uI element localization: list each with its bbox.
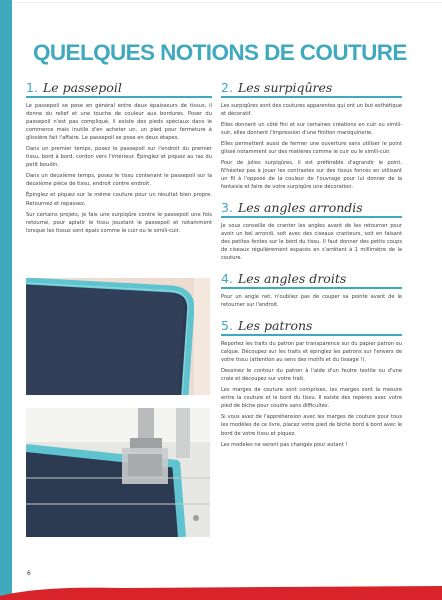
section-rule xyxy=(221,287,402,289)
left-column xyxy=(26,80,212,238)
paragraph: Les surpiqûres sont des coutures apparentes qui ont un but esthétique et décoratif. xyxy=(221,102,402,117)
section-heading-patrons xyxy=(221,318,402,333)
paragraph: Pour un angle net, n'oubliez pas de couper sa pointe avant de le retourner sur l'endroit. xyxy=(221,293,402,308)
photo-piping-edge xyxy=(26,278,210,395)
section-title: Les patrons xyxy=(237,318,313,334)
paragraph: Pour de jolies surpiqûres, il est préférable d'agrandir le point. N'hésitez pas à jouer les contrastes sur des tissus foncés en utilisant un fil à l'opposé de la couleur de l'ouvrage pour lui donner de la fantaisie et faire de votre surpiqûre une décoration. xyxy=(221,160,402,191)
section-heading-surpiqures xyxy=(221,80,402,95)
photo-sewing-machine xyxy=(26,408,210,537)
top-divider xyxy=(12,2,442,3)
section-title: Les surpiqûres xyxy=(237,80,333,95)
section-rule xyxy=(221,334,402,336)
page-number: 6 xyxy=(27,570,31,577)
paragraph: Les marges de couture sont comprises, les marges sont la mesure entre la couture et le bord du tissu. Il existe des repères avec votre pied de biche pour coudre sans difficultés. xyxy=(221,387,402,410)
paragraph: Dessinez le contour du patron à l'aide d'un feutre textile ou d'une craie et découpez sur votre trait. xyxy=(221,367,402,382)
paragraph: Elles donnent un côté fini et sur certaines créations en cuir ou simili-suir, elles donnent l'impression d'une finition maroquinerie. xyxy=(221,121,402,136)
paragraph: Je vous conseille de cranter les angles avant de les retourner pour avoir un bel arrondi, soit avec des ciseaux cranteurs, soit en faisant des petites fentes sur le bord du tissu. Il faut donner des petits coups de ciseaux régulièrement espacés en s'arrêtant à 1 millimètre de la couture. xyxy=(221,222,402,262)
section-title: Le passepoil xyxy=(42,80,122,95)
section-number: 5. xyxy=(221,318,233,334)
section-heading-angles-droits xyxy=(221,271,402,286)
paragraph: Les modèles ne seront pas changés pour autant ! xyxy=(221,441,348,448)
section-rule xyxy=(221,96,402,98)
paragraph: Dans un deuxième temps, posez le tissu contenant le passepoil sur la deuxième pièce de tissu, endroit contre endroit. xyxy=(26,173,212,188)
section-rule xyxy=(26,96,212,98)
footer-band xyxy=(0,584,442,600)
paragraph: Sur certains projets, je fais une surpiqûre contre le passepoil une fois retourné, pour aplatir le tissu jouxtant le passepoil et notamment lorsque les tissus sont épais comme le cuir ou le simili-cuir. xyxy=(26,211,212,234)
section-rule xyxy=(221,216,402,218)
paragraph: Dans un premier temps, posez le passepoil sur l'endroit du premier tissu, bord à bord, cordon vers l'intérieur. Épinglez et piquez au ras du petit boudin. xyxy=(26,145,212,169)
paragraph: Reportez les traits du patron par transparence sur du papier patron ou calque. Découpez sur les traits et épinglez les patrons sur l'envers de votre tissu (attention au sens des motifs et du tissage !). xyxy=(221,340,402,363)
section-heading-passepoil xyxy=(26,80,212,95)
section-number: 3. xyxy=(221,200,233,216)
section-heading-angles-arrondis xyxy=(221,200,402,215)
section-number: 2. xyxy=(221,80,233,95)
section-number: 4. xyxy=(221,271,233,287)
section-number: 1. xyxy=(26,80,38,95)
paragraph: Épinglez et piquez sur la même couture pour un résultat bien propre. Retournez et repassez. xyxy=(26,192,212,207)
paragraph: Si vous avez de l'appréhension avec les marges de couture pour tous les modèles de ce livre, placez votre pied de biche bord à bord avec le bord de votre tissu et piquez. xyxy=(221,414,402,437)
accent-side-tab xyxy=(0,0,12,600)
section-title: Les angles arrondis xyxy=(237,200,363,216)
paragraph: Le passepoil se pose en général entre deux épaisseurs de tissus, il donne du relief et une touche de couleur aux bordures. Poser du passepoil n'est pas compliqué, il existe des pieds spéciaux dans le commerce mais inutile d'en acheter un, un pied pour fermeture à glissière fait l'affaire. Le passepoil se pose en deux étapes. xyxy=(26,102,212,141)
right-column xyxy=(221,80,402,452)
paragraph: Elles permettent aussi de fermer une ouverture sans utiliser le point glissé notamment sur des matières comme le cuir ou le simili-cuir. xyxy=(221,140,402,155)
page-title: QUELQUES NOTIONS DE COUTURE xyxy=(33,40,407,65)
section-title: Les angles droits xyxy=(237,271,347,287)
